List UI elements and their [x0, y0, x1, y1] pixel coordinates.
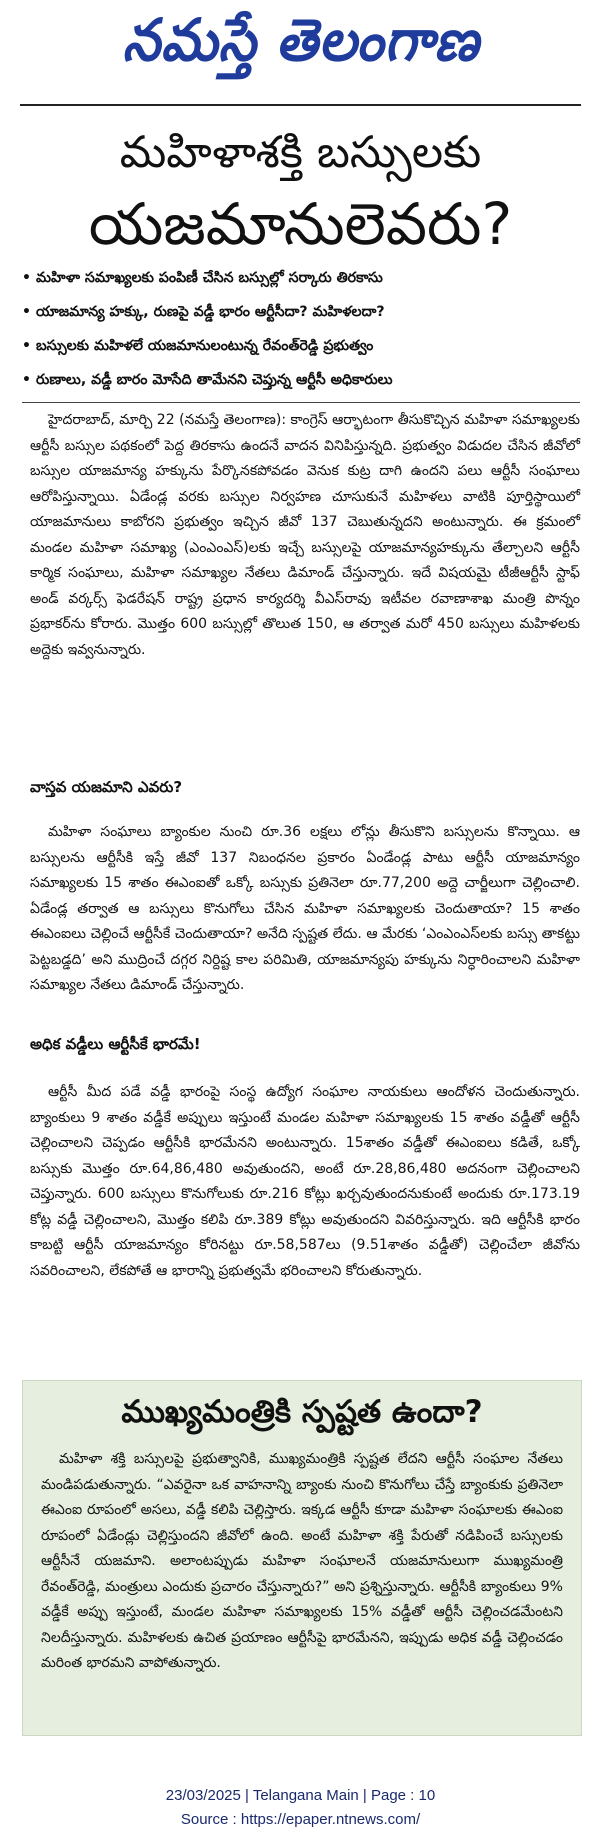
- key-point: [22, 268, 582, 302]
- bullet-icon: •: [22, 372, 31, 388]
- article-paragraph: మహిళా సంఘాలు బ్యాంకుల నుంచి రూ.36 లక్షలు లోన్లు తీసుకొని బస్సులను కొన్నాయి. ఆ బస్సులను ఆర్టీసీకి ఇస్తే జీవో 137 నిబంధనల ప్రకారం ఏండేండ్ల పాటు ఆర్టీసీ యాజమాన్యం సమాఖ్యలకు 15 శాతం ఈఎంఐతో ఒక్కో బస్సుకు ప్రతినెలా రూ.77,200 అద్దె చార్జీలుగా చెల్లించాలి. ఏడేండ్ల తర్వాత ఆ బస్సులు కొనుగోలు చేసిన మహిళా సమాఖ్యలకు చెందుతాయా? 15 శాతం ఈఎంఐలు చెల్లించే ఆర్టీసీకే చెందుతాయా? అనేది స్పష్టత లేదు. ఆ మేరకు ‘ఎంఎంఎస్‌లకు బస్సు తాకట్టు పెట్టబడ్డది’ అని ముద్రించే దగ్గర నిర్దిష్ట కాల పరిమితి, యాజమాన్యపు హక్కును నిర్ధారించాలని మహిళా సమాఖ్యల నేతలు డిమాండ్ చేస్తున్నారు.: [30, 824, 580, 993]
- key-point: [22, 336, 582, 370]
- headline-line-2: యజమానులెవరు?: [88, 190, 513, 258]
- divider: [22, 402, 580, 403]
- key-point-text: మహిళా సమాఖ్యలకు పంపిణీ చేసిన బస్సుల్లో సర్కారు తిరకాసు: [36, 270, 383, 286]
- section-subhead: వాస్తవ యజమాని ఎవరు?: [30, 778, 183, 796]
- bullet-icon: •: [22, 270, 31, 286]
- key-point-text: యాజమాన్య హక్కు, రుణపై వడ్డీ భారం ఆర్టీసీదా? మహిళలదా?: [36, 304, 385, 320]
- masthead: [0, 0, 601, 95]
- footer-source-link[interactable]: Source : https://epaper.ntnews.com/: [180, 1811, 421, 1828]
- sidebar-title: ముఖ్యమంత్రికి స్పష్టత ఉందా?: [121, 1394, 483, 1430]
- newspaper-logo: నమస్తే తెలంగాణ: [122, 6, 479, 74]
- section-subhead: అధిక వడ్డీలు ఆర్టీసీకే భారమే!: [30, 1035, 201, 1053]
- bullet-icon: •: [22, 304, 31, 320]
- article-paragraph: ఆర్టీసీ మీద పడే వడ్డీ భారంపై సంస్థ ఉద్యోగ సంఘాల నాయకులు ఆందోళన చెందుతున్నారు. బ్యాంకులు 9 శాతం వడ్డీకే అప్పులు ఇస్తుంటే మండల మహిళా సమాఖ్యలకు 15 శాతం వడ్డీతో ఆర్టీసీ చెల్లించాలని చెప్పడం ఆర్టీసీకి భారమేనని అంటున్నారు. 15శాతం వడ్డీతో ఈఎంఐలు కడితే, ఒక్కో బస్సుకు మొత్తం రూ.64,86,480 అవుతుందని, అంటే రూ.28,86,480 అదనంగా చెల్లించాలని చెప్తున్నారు. 600 బస్సులు కొనుగోలుకు రూ.216 కోట్లు ఖర్చవుతుందనుకుంటే అందుకు రూ.173.19 కోట్ల వడ్డీ చెల్లించాలని, మొత్తం కలిపి రూ.389 కోట్లు అవుతుందని వివరిస్తున్నారు. ఇది ఆర్టీసీకి భారం కాబట్టి ఆర్టీసీ యాజమాన్యం కోరినట్టు రూ.58,587లు (9.51శాతం వడ్డీతో) చెల్లించేలా జీవోను సవరించాలని, లేకపోతే ఆ భారాన్ని ప్రభుత్వమే భరించాలని కోరుతున్నారు.: [30, 1084, 580, 1279]
- key-point-text: రుణాలు, వడ్డీ బారం మోసేది తామేనని చెప్తున్న ఆర్టీసీ అధికారులు: [36, 372, 393, 388]
- key-point-text: బస్సులకు మహిళలే యజమానులంటున్న రేవంత్‌రెడ్డి ప్రభుత్వం: [36, 338, 374, 354]
- sidebar-box: [22, 1380, 582, 1736]
- key-point: [22, 370, 582, 404]
- headline-line-1: మహిళాశక్తి బస్సులకు: [119, 127, 482, 178]
- footer-date-page: 23/03/2025 | Telangana Main | Page : 10: [165, 1787, 436, 1804]
- key-point: [22, 302, 582, 336]
- bullet-icon: •: [22, 338, 31, 354]
- article-paragraph: హైదరాబాద్, మార్చి 22 (నమస్తే తెలంగాణ): కాంగ్రెస్ ఆర్భాటంగా తీసుకొచ్చిన మహిళా సమాఖ్యలకు ఆర్టీసీ బస్సుల పథకంలో పెద్ద తిరకాసు ఉందనే వాదన వినిపిస్తున్నది. ప్రభుత్వం విడుదల చేసిన జీవోలో బస్సుల యాజమాన్య హక్కును పేర్కొనకపోవడం వెనుక కుట్ర దాగి ఉందని పలు ఆర్టీసీ సంఘాలు ఆరోపిస్తున్నాయి. ఏడేండ్ల వరకు బస్సుల నిర్వహణ చూసుకునే మహిళలు వాటికి పూర్తిస్థాయిలో యాజమానులు కాబోరని ప్రభుత్వం ఇచ్చిన జీవో 137 చెబుతున్నదని అంటున్నారు. ఈ క్రమంలో మండల మహిళా సమాఖ్య (ఎంఎంఎస్)లకు ఇచ్చే బస్సులపై యాజమాన్యహక్కును తేల్చాలని ఆర్టీసీ కార్మిక సంఘాలు, మహిళా సమాఖ్యల నేతలు డిమాండ్ చేస్తున్నారు. ఇదే విషయమై టీజీఆర్టీసీ స్టాఫ్ అండ్ వర్కర్స్ ఫెడరేషన్ రాష్ట్ర ప్రధాన కార్యదర్శి వీఎస్‌రావు ఇటీవల రవాణాశాఖ మంత్రి పొన్నం ప్రభాకర్‌ను కోరారు. మొత్తం 600 బస్సుల్లో తొలుత 150, ఆ తర్వాత మరో 450 బస్సులు మహిళలకు అద్దెకు ఇవ్వనున్నారు.: [30, 412, 580, 658]
- key-points-list: [22, 268, 582, 404]
- masthead-rule: [20, 104, 581, 106]
- sidebar-paragraph: మహిళా శక్తి బస్సులపై ప్రభుత్వానికి, ముఖ్యమంత్రికి స్పష్టత లేదని ఆర్టీసీ సంఘాల నేతలు మండిపడుతున్నారు. “ఎవరైనా ఒక వాహనాన్ని బ్యాంకు నుంచి కొనుగోలు చేస్తే బ్యాంకుకు ప్రతినెలా ఈఎంఐ రూపంలో అసలు, వడ్డీ కలిపి చెల్లిస్తారు. ఇక్కడ ఆర్టీసీ కూడా మహిళా సంఘాలకు ఈఎంఐ రూపంలో ఏడేండ్లు చెల్లిస్తుందని జీవోలో ఉంది. అంటే మహిళా శక్తి పేరుతో నడిపించే బస్సులకు ఆర్టీసీనే యజమాని. అలాంటప్పుడు మహిళా సంఘాలనే యజమానులుగా ముఖ్యమంత్రి రేవంత్‌రెడ్డి, మంత్రులు ఎందుకు ప్రచారం చేస్తున్నారు?” అని ప్రశ్నిస్తున్నారు. ఆర్టీసీకి బ్యాంకులు 9% వడ్డీకే అప్పు ఇస్తుంటే, మండల మహిళా సమాఖ్యలకు 15% వడ్డీతో ఆర్టీసీ చెల్లించడమేంటని నిలదీస్తున్నారు. మహిళలకు ఉచిత ప్రయాణం ఆర్టీసీపై భారమేనని, ఇప్పుడు అధిక వడ్డీ చెల్లించడం మరింత భారమని వాపోతున్నారు.: [41, 1451, 563, 1671]
